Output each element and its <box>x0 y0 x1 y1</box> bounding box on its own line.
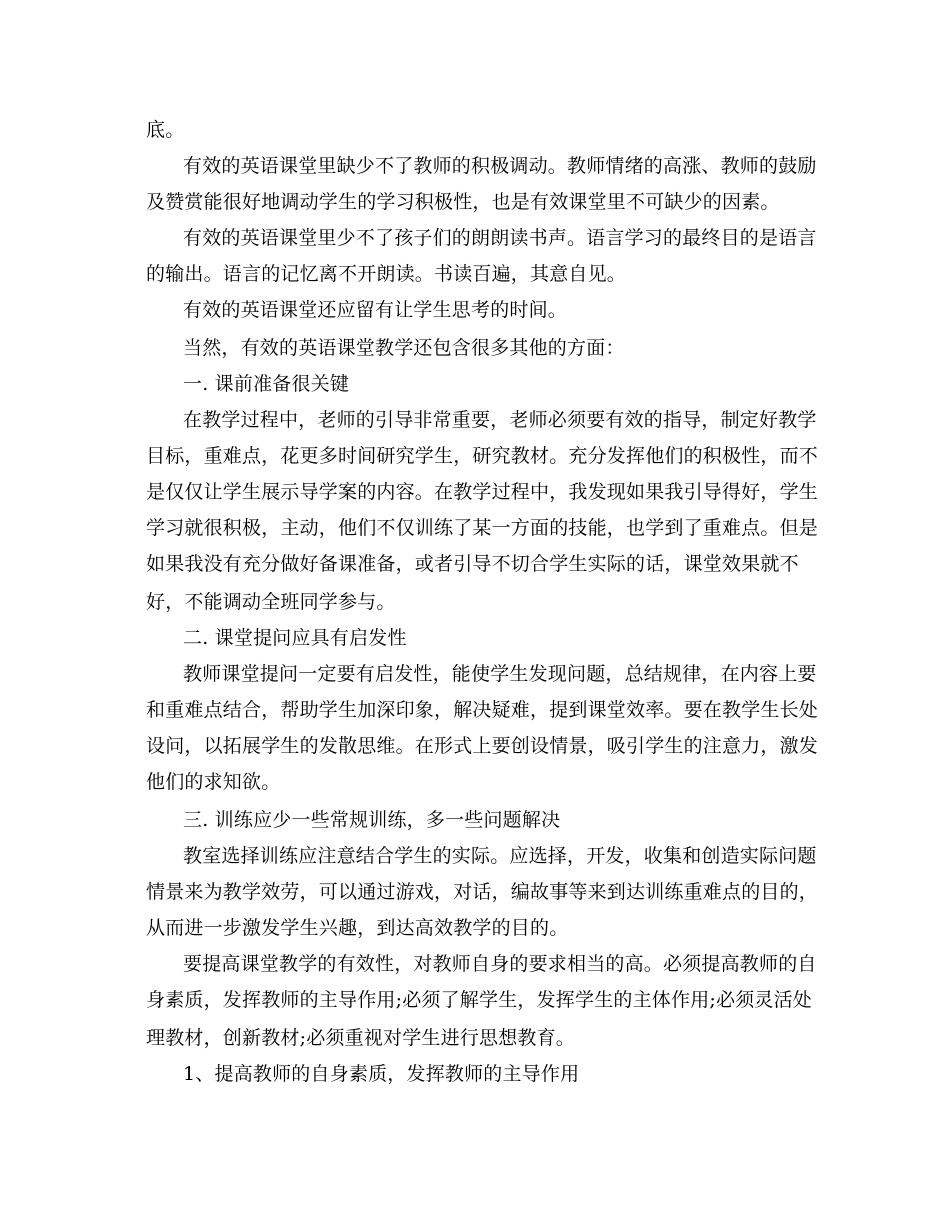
paragraph-start-line: 当然，有效的英语课堂教学还包含很多其他的方面： <box>183 337 625 359</box>
paragraph-start-line: 要提高课堂教学的有效性，对教师自身的要求相当的高。必须提高教师的自 <box>183 953 817 975</box>
text-line: 情景来为教学效劳，可以通过游戏，对话，编故事等来到达训练重难点的目的， <box>146 881 819 903</box>
text-line: 从而进一步激发学生兴趣，到达高效教学的目的。 <box>146 917 569 939</box>
text-line: 底。 <box>146 119 185 141</box>
text-line: 如果我没有充分做好备课准备，或者引导不切合学生实际的话，课堂效果就不 <box>146 553 799 575</box>
text-line: 的输出。语言的记忆离不开朗读。书读百遍，其意自见。 <box>146 263 627 285</box>
text-line: 和重难点结合，帮助学生加深印象，解决疑难，提到课堂效率。要在教学生长处 <box>146 699 819 721</box>
paragraph-start-line: 在教学过程中，老师的引导非常重要，老师必须要有效的指导，制定好教学 <box>183 409 817 431</box>
text-line: 是仅仅让学生展示导学案的内容。在教学过程中，我发现如果我引导得好，学生 <box>146 481 819 503</box>
text-line: 理教材，创新教材;必须重视对学生进行思想教育。 <box>146 1027 576 1049</box>
text-line: 目标，重难点，花更多时间研究学生，研究教材。充分发挥他们的积极性，而不 <box>146 445 819 467</box>
text-line: 设问，以拓展学生的发散思维。在形式上要创设情景，吸引学生的注意力，激发 <box>146 735 819 757</box>
text-line: 身素质，发挥教师的主导作用;必须了解学生，发挥学生的主体作用;必须灵活处 <box>146 989 813 1011</box>
paragraph-start-line: 有效的英语课堂里缺少不了教师的积极调动。教师情绪的高涨、教师的鼓励 <box>183 155 817 177</box>
section-heading: 1、提高教师的自身素质，发挥教师的主导作用 <box>183 1063 580 1085</box>
paragraph-start-line: 教师课堂提问一定要有启发性，能使学生发现问题，总结规律，在内容上要 <box>183 663 817 685</box>
paragraph-start-line: 有效的英语课堂还应留有让学生思考的时间。 <box>183 299 568 321</box>
text-line: 好，不能调动全班同学参与。 <box>146 591 396 613</box>
section-heading: 一. 课前准备很关键 <box>183 373 350 395</box>
text-line: 及赞赏能很好地调动学生的学习积极性，也是有效课堂里不可缺少的因素。 <box>146 191 780 213</box>
section-heading: 二. 课堂提问应具有启发性 <box>183 627 407 649</box>
text-line: 学习就很积极，主动，他们不仅训练了某一方面的技能，也学到了重难点。但是 <box>146 517 819 539</box>
paragraph-start-line: 教室选择训练应注意结合学生的实际。应选择，开发，收集和创造实际问题 <box>183 845 817 867</box>
text-line: 他们的求知欲。 <box>146 771 281 793</box>
section-heading: 三. 训练应少一些常规训练，多一些问题解决 <box>183 809 561 831</box>
paragraph-start-line: 有效的英语课堂里少不了孩子们的朗朗读书声。语言学习的最终目的是语言 <box>183 227 817 249</box>
